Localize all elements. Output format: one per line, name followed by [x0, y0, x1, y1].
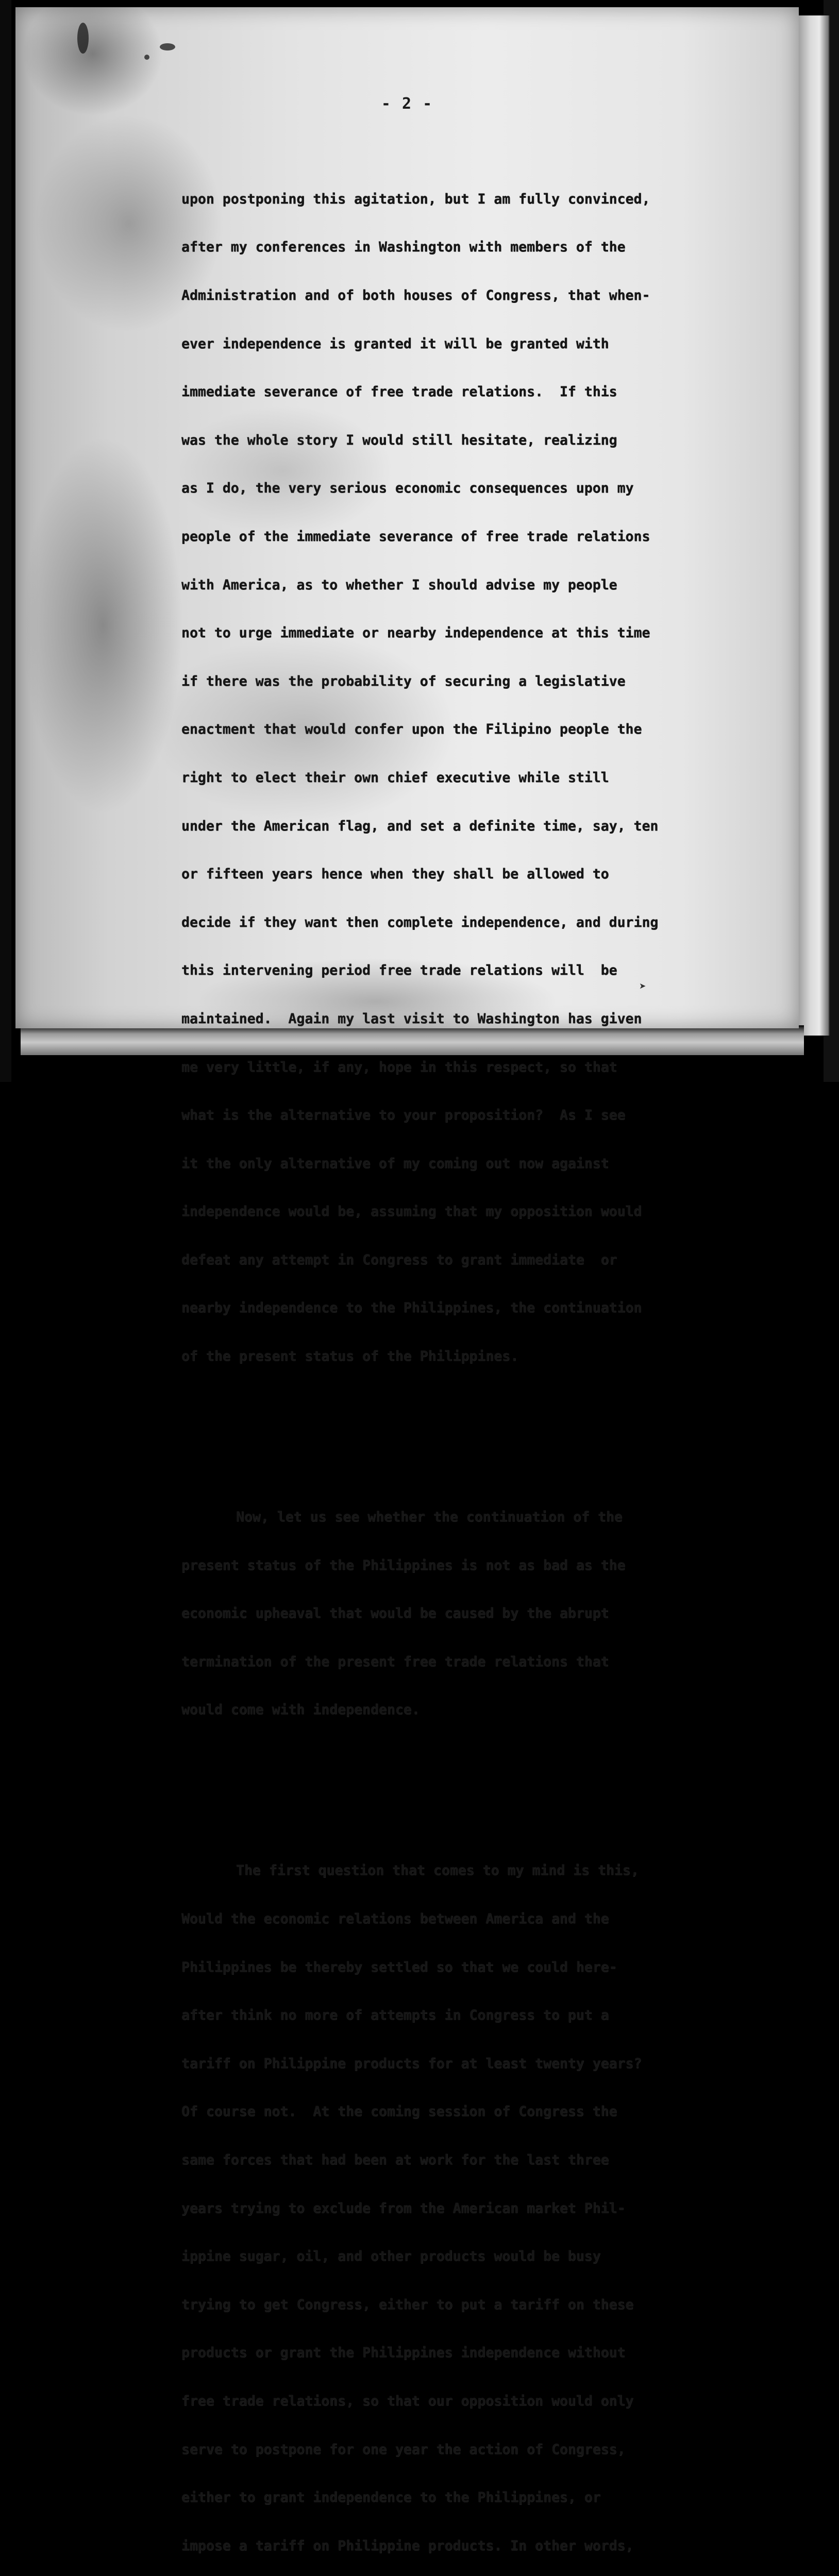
text-line: trying to get Congress, either to put a tariff on these: [181, 2296, 634, 2313]
text-line: people of the immediate severance of free trade relations: [181, 528, 650, 545]
text-line: under the American flag, and set a definite time, say, ten: [181, 818, 659, 834]
text-line: Philippines be thereby settled so that we could here-: [181, 1959, 617, 1975]
text-line: decide if they want then complete independence, and during: [181, 914, 659, 930]
text-line: ippine sugar, oil, and other products would be busy: [181, 2248, 601, 2265]
text-line: impose a tariff on Philippine products. In other words,: [181, 2537, 634, 2554]
text-line: as I do, the very serious economic consequences upon my: [181, 480, 634, 497]
text-line: termination of the present free trade relations that: [181, 1653, 609, 1670]
ink-stain: [144, 55, 149, 60]
typewritten-page: [15, 7, 799, 2554]
paragraph-1: [181, 159, 764, 1396]
letter-body: [181, 127, 764, 2576]
text-line: present status of the Philippines is not as bad as the: [181, 1557, 626, 1573]
text-line: economic upheaval that would be caused by the abrupt: [181, 1605, 609, 1622]
film-edge-left: [0, 0, 11, 1082]
text-line: Would the economic relations between America and the: [181, 1911, 609, 1927]
ink-stain: [77, 23, 89, 54]
text-line: same forces that had been at work for the last three: [181, 2152, 609, 2168]
text-line: what is the alternative to your proposition? As I see: [181, 1107, 626, 1124]
text-line: after think no more of attempts in Congress to put a: [181, 2007, 609, 2024]
text-line: this intervening period free trade relations will be: [181, 962, 617, 979]
text-line: free trade relations, so that our opposition would only: [181, 2393, 634, 2409]
text-line: defeat any attempt in Congress to grant immediate or: [181, 1251, 617, 1268]
text-line: Of course not. At the coming session of Congress the: [181, 2104, 617, 2120]
text-line: right to elect their own chief executive while still: [181, 769, 609, 786]
text-line: Administration and of both houses of Congress, that when-: [181, 287, 650, 303]
text-line: was the whole story I would still hesitate, realizing: [181, 432, 617, 448]
text-line: or fifteen years hence when they shall be allowed to: [181, 866, 609, 883]
text-line: with America, as to whether I should advise my people: [181, 577, 617, 593]
text-line: enactment that would confer upon the Filipino people the: [181, 721, 642, 738]
page-number: - 2 -: [381, 95, 433, 113]
text-line: Now, let us see whether the continuation of the: [236, 1509, 623, 1526]
text-line: serve to postpone for one year the action of Congress,: [181, 2441, 626, 2458]
text-line: after my conferences in Washington with members of the: [181, 239, 626, 256]
text-line: immediate severance of free trade relations. If this: [181, 384, 617, 400]
text-line: products or grant the Philippines independence without: [181, 2345, 626, 2361]
paragraph-spacer: [181, 1429, 764, 1445]
arrow-mark-icon: ➤: [639, 981, 646, 991]
paragraph-2: [181, 1477, 764, 1750]
text-line: either to grant independence to the Philippines, or: [181, 2489, 601, 2506]
paragraph-spacer: [181, 1782, 764, 1798]
text-line: not to urge immediate or nearby independence at this time: [181, 625, 650, 641]
text-line: independence would be, assuming that my opposition would: [181, 1204, 642, 1220]
paragraph-3: [181, 1831, 764, 2576]
text-line: upon postponing this agitation, but I am fully convinced,: [181, 191, 650, 207]
text-line: maintained. Again my last visit to Washington has given: [181, 1010, 642, 1027]
text-line: years trying to exclude from the American market Phil-: [181, 2200, 626, 2216]
text-line: of the present status of the Philippines.: [181, 1348, 519, 1365]
ink-stain: [160, 43, 175, 50]
text-line: would come with independence.: [181, 1702, 420, 1718]
text-line: nearby independence to the Philippines, the continuation: [181, 1300, 642, 1316]
text-line: it the only alternative of my coming out now against: [181, 1155, 609, 1172]
text-line: tariff on Philippine products for at least twenty years?: [181, 2055, 642, 2072]
text-line: ever independence is granted it will be granted with: [181, 335, 609, 352]
text-line: if there was the probability of securing a legislative: [181, 673, 626, 689]
text-line: The first question that comes to my mind is this,: [236, 1862, 639, 1879]
underlying-sheet-edge: [796, 15, 830, 1036]
text-line: me very little, if any, hope in this respect, so that: [181, 1059, 617, 1075]
